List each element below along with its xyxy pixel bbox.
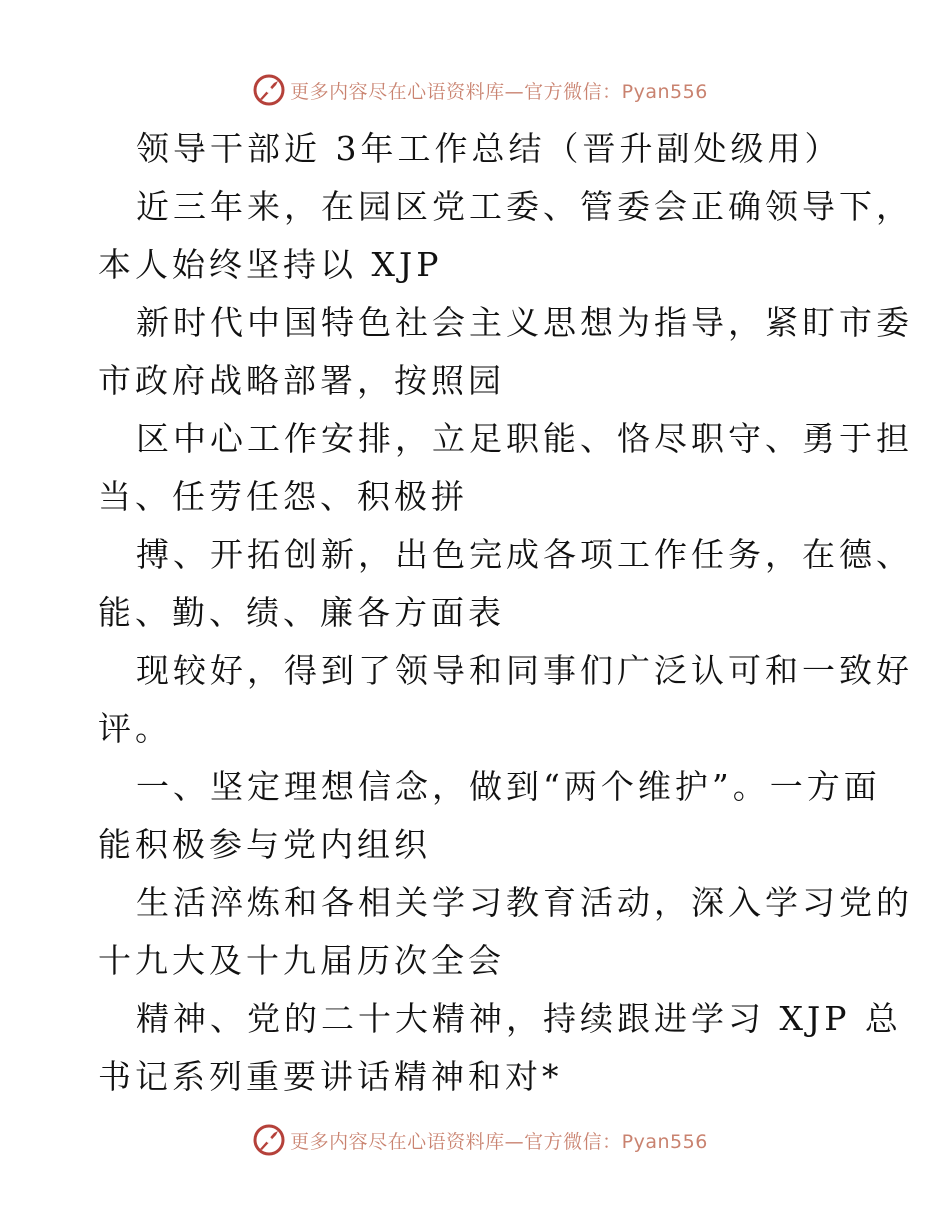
section-heading-line: 一、坚定理想信念，做到“两个维护”。一方面: [136, 767, 881, 806]
quill-pen-circle-icon: [252, 1123, 286, 1157]
quill-pen-circle-icon: [252, 73, 286, 107]
paragraph-line: 能积极参与党内组织: [98, 825, 431, 864]
watermark-group: [252, 1123, 708, 1157]
paragraph-line: 十九大及十九届历次全会: [98, 941, 505, 980]
footer-watermark: [0, 1120, 950, 1160]
watermark-text: 更多内容尽在心语资料库—官方微信：Pyan556: [290, 80, 708, 103]
paragraph-line: 生活淬炼和各相关学习教育活动，深入学习党的: [136, 883, 913, 922]
watermark-text: 更多内容尽在心语资料库—官方微信：Pyan556: [290, 1130, 708, 1153]
paragraph-line: 本人始终坚持以 XJP: [98, 245, 443, 284]
document-title: 领导干部近 3年工作总结（晋升副处级用）: [136, 129, 842, 168]
paragraph-line: 能、勤、绩、廉各方面表: [98, 593, 505, 632]
document-body: [98, 120, 913, 1106]
watermark-group: [252, 73, 708, 107]
paragraph-line: 当、任劳任怨、积极拼: [98, 477, 468, 516]
paragraph-line: 评。: [98, 709, 172, 748]
paragraph-line: 精神、党的二十大精神，持续跟进学习 XJP 总: [136, 999, 902, 1038]
header-watermark: [0, 70, 950, 110]
paragraph-line: 区中心工作安排，立足职能、恪尽职守、勇于担: [136, 419, 913, 458]
paragraph-line: 新时代中国特色社会主义思想为指导，紧盯市委: [136, 303, 913, 342]
paragraph-line: 市政府战略部署，按照园: [98, 361, 505, 400]
paragraph-line: 现较好，得到了领导和同事们广泛认可和一致好: [136, 651, 913, 690]
paragraph-line: 搏、开拓创新，出色完成各项工作任务，在德、: [136, 535, 913, 574]
paragraph-line: 书记系列重要讲话精神和对*: [98, 1057, 563, 1096]
paragraph-line: 近三年来，在园区党工委、管委会正确领导下，: [136, 187, 913, 226]
